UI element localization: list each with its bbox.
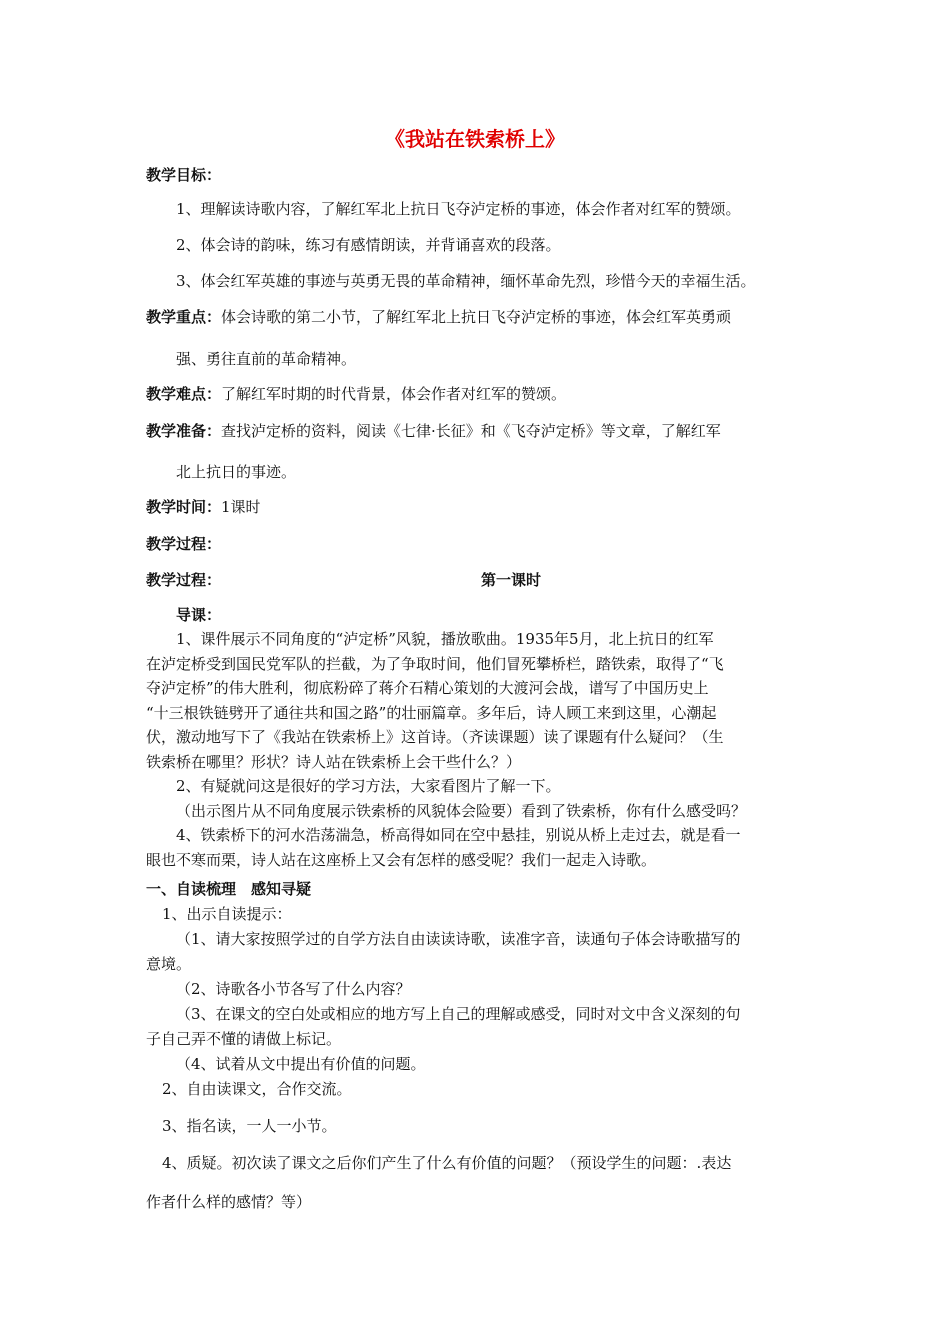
intro-line: 2、有疑就问这是很好的学习方法，大家看图片了解一下。 [176,777,561,795]
lesson-heading: 第一课时 [481,571,542,589]
time-label: 教学时间： [146,498,222,516]
section1-line: （4、试着从文中提出有价值的问题。 [176,1055,426,1073]
section1-line: 2、自由读课文，合作交流。 [162,1080,352,1098]
section1-line: 1、出示自读提示： [162,905,292,923]
difficulty-text: 了解红军时期的时代背景，体会作者对红军的赞颂。 [221,385,567,403]
difficulty-label: 教学难点： [146,385,222,403]
section1-line: （1、请大家按照学过的自学方法自由读读诗歌，读准字音，读通句子体会诗歌描写的 [176,930,741,948]
intro-line: 1、课件展示不同角度的“泸定桥”风貌，播放歌曲。1935年5月，北上抗日的红军 [176,630,714,648]
key-points-row [146,307,731,327]
intro-line: 在泸定桥受到国民党军队的拦截，为了争取时间，他们冒死攀桥栏，踏铁索，取得了“飞 [146,654,724,673]
intro-line: 眼也不寒而栗，诗人站在这座桥上又会有怎样的感受呢？我们一起走入诗歌。 [146,850,657,869]
process-label: 教学过程： [146,535,222,553]
goals-label: 教学目标： [146,166,222,184]
intro-line: 夺泸定桥”的伟大胜利，彻底粉碎了蒋介石精心策划的大渡河会战，谱写了中国历史上 [146,679,709,697]
preparation-row [146,421,721,441]
key-points-label: 教学重点： [146,308,222,326]
preparation-text-cont: 北上抗日的事迹。 [176,463,297,481]
key-points-text: 体会诗歌的第二小节，了解红军北上抗日飞夺泸定桥的事迹，体会红军英勇顽 [221,308,732,326]
section1-line: （3、在课文的空白处或相应的地方写上自己的理解或感受，同时对文中含义深刻的句 [176,1005,741,1023]
difficulty-row [146,384,566,404]
intro-line: 伏，激动地写下了《我站在铁索桥上》这首诗。（齐读课题）读了课题有什么疑问？（生 [146,728,724,746]
section1-line: 3、指名读，一人一小节。 [162,1117,337,1135]
process-label-2: 教学过程： [146,571,222,589]
intro-label: 导课： [176,606,222,624]
intro-line: （出示图片从不同角度展示铁索桥的风貌体会险要）看到了铁索桥，你有什么感受吗？ [176,801,747,820]
section1-line: 4、质疑。初次读了课文之后你们产生了什么有价值的问题？（预设学生的问题：.表达 [162,1154,732,1172]
goal-item: 1、理解读诗歌内容，了解红军北上抗日飞夺泸定桥的事迹，体会作者对红军的赞颂。 [176,200,741,218]
section1-line: 作者什么样的感情？等） [146,1193,312,1211]
intro-line: 铁索桥在哪里？形状？诗人站在铁索桥上会干些什么？） [146,752,522,771]
intro-paragraph [146,627,806,872]
section1-line: （2、诗歌各小节各写了什么内容？ [176,980,411,998]
key-points-text-cont: 强、勇往直前的革命精神。 [176,350,357,368]
intro-line: “十三根铁链劈开了通往共和国之路”的壮丽篇章。多年后，诗人顾工来到这里，心潮起 [146,703,717,722]
section1-line: 子自己弄不懂的请做上标记。 [146,1030,342,1048]
document-title: 《我站在铁索桥上》 [385,127,565,151]
intro-line: 4、铁索桥下的河水浩荡湍急，桥高得如同在空中悬挂，别说从桥上走过去，就是看一 [176,826,741,844]
preparation-label: 教学准备： [146,422,222,440]
section1-line: 意境。 [146,955,192,973]
section1-heading: 一、自读梳理 感知寻疑 [146,880,312,898]
time-text: 1课时 [221,498,261,516]
time-row [146,497,261,517]
goal-item: 2、体会诗的韵味，练习有感情朗读，并背诵喜欢的段落。 [176,236,561,254]
preparation-text: 查找泸定桥的资料，阅读《七律·长征》和《飞夺泸定桥》等文章，了解红军 [221,422,721,440]
goal-item: 3、体会红军英雄的事迹与英勇无畏的革命精神，缅怀革命先烈，珍惜今天的幸福生活。 [176,272,756,290]
